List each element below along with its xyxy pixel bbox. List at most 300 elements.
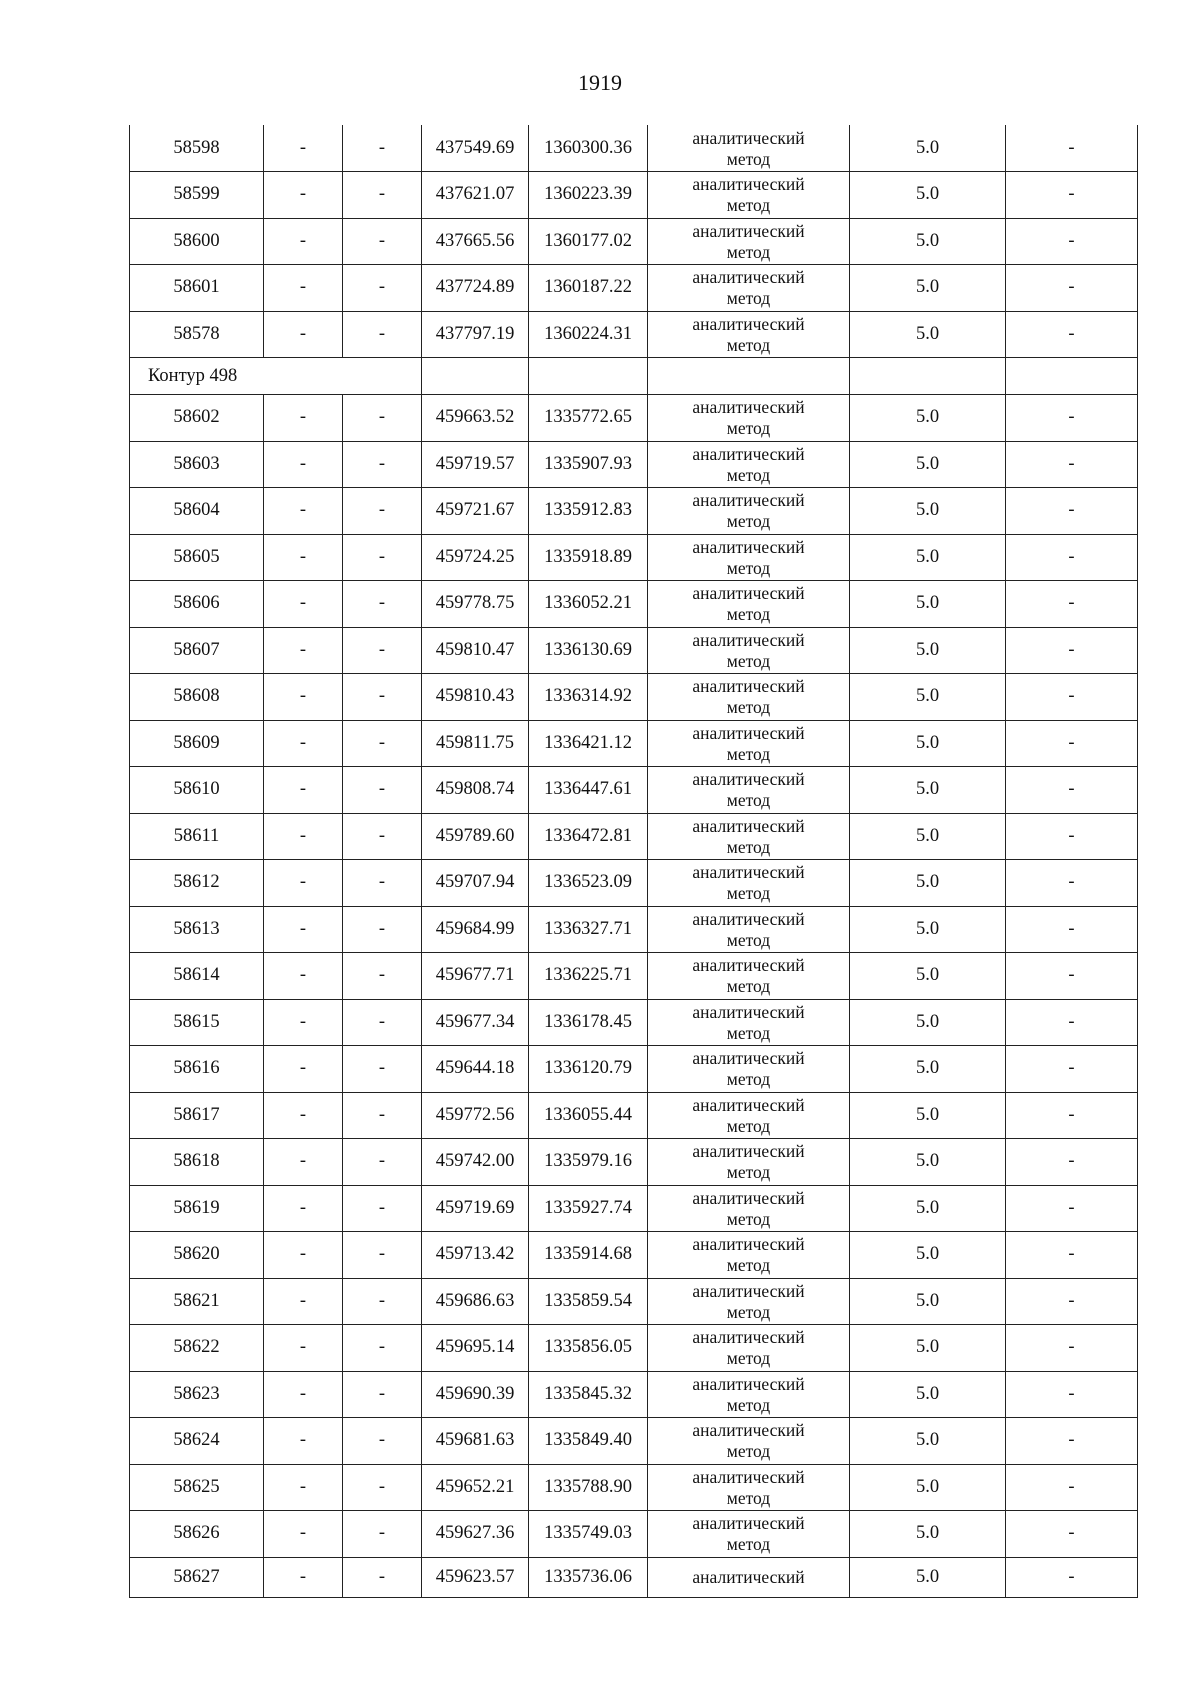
x-coordinate-cell: 459677.34 <box>422 999 529 1046</box>
method-line-2: метод <box>726 557 771 578</box>
method-line-2: метод <box>726 743 771 764</box>
accuracy-cell: 5.0 <box>850 813 1006 860</box>
point-id-cell: 58613 <box>130 906 264 953</box>
method-line-2: метод <box>726 1115 771 1136</box>
method-line-2: метод <box>726 1208 771 1229</box>
method-line-1: аналитический <box>692 490 805 511</box>
dash-cell: - <box>264 488 343 535</box>
accuracy-cell: 5.0 <box>850 265 1006 312</box>
method-line-2: метод <box>726 1394 771 1415</box>
table-body <box>130 125 1138 1597</box>
point-id-cell: 58627 <box>130 1557 264 1597</box>
note-cell: - <box>1006 1185 1138 1232</box>
dash-cell: - <box>264 1232 343 1279</box>
method-cell <box>648 953 850 1000</box>
accuracy-cell: 5.0 <box>850 218 1006 265</box>
point-id-cell: 58621 <box>130 1278 264 1325</box>
dash-cell: - <box>264 1278 343 1325</box>
method-line-2: метод <box>726 241 771 262</box>
table-row <box>130 720 1138 767</box>
coordinates-table <box>129 125 1138 1598</box>
x-coordinate-cell: 459811.75 <box>422 720 529 767</box>
point-id-cell: 58610 <box>130 767 264 814</box>
note-cell: - <box>1006 674 1138 721</box>
dash-cell: - <box>264 441 343 488</box>
dash-cell: - <box>343 767 422 814</box>
point-id-cell: 58625 <box>130 1464 264 1511</box>
table-row <box>130 860 1138 907</box>
method-line-1: аналитический <box>692 1280 805 1301</box>
dash-cell: - <box>264 265 343 312</box>
table-row <box>130 1185 1138 1232</box>
x-coordinate-cell: 459690.39 <box>422 1371 529 1418</box>
dash-cell: - <box>264 674 343 721</box>
table-row <box>130 1046 1138 1093</box>
method-line-1: аналитический <box>692 862 805 883</box>
method-line-1: аналитический <box>692 1327 805 1348</box>
point-id-cell: 58611 <box>130 813 264 860</box>
y-coordinate-cell: 1360224.31 <box>529 311 648 358</box>
method-cell <box>648 627 850 674</box>
y-coordinate-cell: 1336052.21 <box>529 581 648 628</box>
method-cell <box>648 1418 850 1465</box>
dash-cell: - <box>343 627 422 674</box>
note-cell: - <box>1006 1046 1138 1093</box>
method-line-2: метод <box>726 148 771 169</box>
contour-label: Контур 498 <box>130 358 422 395</box>
method-line-2: метод <box>726 929 771 950</box>
method-cell <box>648 1511 850 1558</box>
dash-cell: - <box>343 674 422 721</box>
accuracy-cell: 5.0 <box>850 441 1006 488</box>
dash-cell: - <box>343 1046 422 1093</box>
y-coordinate-cell: 1335912.83 <box>529 488 648 535</box>
method-line-2: метод <box>726 1441 771 1462</box>
dash-cell: - <box>264 1371 343 1418</box>
method-cell <box>648 1185 850 1232</box>
method-cell <box>648 1325 850 1372</box>
method-line-2: метод <box>726 604 771 625</box>
point-id-cell: 58609 <box>130 720 264 767</box>
method-line-1: аналитический <box>692 722 805 743</box>
method-line-1: аналитический <box>692 220 805 241</box>
method-line-2: метод <box>726 1487 771 1508</box>
point-id-cell: 58615 <box>130 999 264 1046</box>
table-row <box>130 1232 1138 1279</box>
dash-cell: - <box>264 534 343 581</box>
point-id-cell: 58614 <box>130 953 264 1000</box>
dash-cell: - <box>343 125 422 172</box>
x-coordinate-cell: 459810.43 <box>422 674 529 721</box>
dash-cell: - <box>264 1046 343 1093</box>
method-cell <box>648 813 850 860</box>
y-coordinate-cell: 1335907.93 <box>529 441 648 488</box>
table-row <box>130 534 1138 581</box>
accuracy-cell: 5.0 <box>850 1511 1006 1558</box>
method-cell <box>648 395 850 442</box>
x-coordinate-cell: 459789.60 <box>422 813 529 860</box>
table-row <box>130 813 1138 860</box>
method-line-2: метод <box>726 790 771 811</box>
point-id-cell: 58598 <box>130 125 264 172</box>
x-coordinate-cell: 459713.42 <box>422 1232 529 1279</box>
note-cell: - <box>1006 813 1138 860</box>
dash-cell: - <box>343 311 422 358</box>
empty-cell <box>648 358 850 395</box>
table-row <box>130 488 1138 535</box>
contour-header-row <box>130 358 1138 395</box>
dash-cell: - <box>264 627 343 674</box>
point-id-cell: 58620 <box>130 1232 264 1279</box>
x-coordinate-cell: 459684.99 <box>422 906 529 953</box>
dash-cell: - <box>343 999 422 1046</box>
empty-cell <box>422 358 529 395</box>
y-coordinate-cell: 1335856.05 <box>529 1325 648 1372</box>
table-row <box>130 1511 1138 1558</box>
method-line-2: метод <box>726 1534 771 1555</box>
accuracy-cell: 5.0 <box>850 311 1006 358</box>
method-line-1: аналитический <box>692 629 805 650</box>
dash-cell: - <box>264 1464 343 1511</box>
method-cell <box>648 581 850 628</box>
dash-cell: - <box>264 1185 343 1232</box>
table-row <box>130 125 1138 172</box>
accuracy-cell: 5.0 <box>850 906 1006 953</box>
dash-cell: - <box>264 125 343 172</box>
y-coordinate-cell: 1335736.06 <box>529 1557 648 1597</box>
dash-cell: - <box>264 218 343 265</box>
point-id-cell: 58605 <box>130 534 264 581</box>
table-row <box>130 953 1138 1000</box>
point-id-cell: 58624 <box>130 1418 264 1465</box>
note-cell: - <box>1006 1464 1138 1511</box>
table-row <box>130 172 1138 219</box>
point-id-cell: 58623 <box>130 1371 264 1418</box>
method-line-2: метод <box>726 195 771 216</box>
y-coordinate-cell: 1360300.36 <box>529 125 648 172</box>
method-line-1: аналитический <box>692 536 805 557</box>
method-line-1: аналитический <box>692 1420 805 1441</box>
y-coordinate-cell: 1336472.81 <box>529 813 648 860</box>
method-line-2: метод <box>726 1348 771 1369</box>
table-row <box>130 1092 1138 1139</box>
dash-cell: - <box>343 265 422 312</box>
method-cell <box>648 1046 850 1093</box>
note-cell: - <box>1006 906 1138 953</box>
method-line-1: аналитический <box>692 769 805 790</box>
dash-cell: - <box>264 1325 343 1372</box>
dash-cell: - <box>343 1557 422 1597</box>
method-cell <box>648 1278 850 1325</box>
dash-cell: - <box>343 1511 422 1558</box>
method-line-1: аналитический <box>692 1567 805 1587</box>
y-coordinate-cell: 1336447.61 <box>529 767 648 814</box>
method-line-2: метод <box>726 1069 771 1090</box>
accuracy-cell: 5.0 <box>850 125 1006 172</box>
y-coordinate-cell: 1336327.71 <box>529 906 648 953</box>
x-coordinate-cell: 459719.69 <box>422 1185 529 1232</box>
y-coordinate-cell: 1360187.22 <box>529 265 648 312</box>
y-coordinate-cell: 1335772.65 <box>529 395 648 442</box>
y-coordinate-cell: 1335927.74 <box>529 1185 648 1232</box>
dash-cell: - <box>343 1092 422 1139</box>
method-cell <box>648 906 850 953</box>
method-line-1: аналитический <box>692 815 805 836</box>
point-id-cell: 58619 <box>130 1185 264 1232</box>
method-line-1: аналитический <box>692 955 805 976</box>
y-coordinate-cell: 1336225.71 <box>529 953 648 1000</box>
method-line-1: аналитический <box>692 1187 805 1208</box>
dash-cell: - <box>343 534 422 581</box>
point-id-cell: 58602 <box>130 395 264 442</box>
x-coordinate-cell: 437665.56 <box>422 218 529 265</box>
table-row <box>130 311 1138 358</box>
method-cell <box>648 1557 850 1597</box>
note-cell: - <box>1006 1557 1138 1597</box>
point-id-cell: 58599 <box>130 172 264 219</box>
dash-cell: - <box>343 720 422 767</box>
x-coordinate-cell: 459644.18 <box>422 1046 529 1093</box>
note-cell: - <box>1006 265 1138 312</box>
x-coordinate-cell: 459677.71 <box>422 953 529 1000</box>
method-line-2: метод <box>726 511 771 532</box>
x-coordinate-cell: 459808.74 <box>422 767 529 814</box>
dash-cell: - <box>343 1278 422 1325</box>
dash-cell: - <box>343 1464 422 1511</box>
point-id-cell: 58603 <box>130 441 264 488</box>
accuracy-cell: 5.0 <box>850 1092 1006 1139</box>
table-row <box>130 581 1138 628</box>
dash-cell: - <box>264 1557 343 1597</box>
accuracy-cell: 5.0 <box>850 488 1006 535</box>
table-row <box>130 218 1138 265</box>
x-coordinate-cell: 459810.47 <box>422 627 529 674</box>
table-row <box>130 1278 1138 1325</box>
point-id-cell: 58607 <box>130 627 264 674</box>
method-line-1: аналитический <box>692 1001 805 1022</box>
x-coordinate-cell: 459778.75 <box>422 581 529 628</box>
y-coordinate-cell: 1336120.79 <box>529 1046 648 1093</box>
y-coordinate-cell: 1335979.16 <box>529 1139 648 1186</box>
note-cell: - <box>1006 860 1138 907</box>
dash-cell: - <box>343 906 422 953</box>
method-line-1: аналитический <box>692 1513 805 1534</box>
accuracy-cell: 5.0 <box>850 627 1006 674</box>
dash-cell: - <box>343 1139 422 1186</box>
note-cell: - <box>1006 1511 1138 1558</box>
method-cell <box>648 860 850 907</box>
method-line-1: аналитический <box>692 583 805 604</box>
method-cell <box>648 674 850 721</box>
note-cell: - <box>1006 125 1138 172</box>
x-coordinate-cell: 459627.36 <box>422 1511 529 1558</box>
table-row <box>130 767 1138 814</box>
x-coordinate-cell: 459707.94 <box>422 860 529 907</box>
table-row <box>130 1325 1138 1372</box>
accuracy-cell: 5.0 <box>850 999 1006 1046</box>
page-number: 1919 <box>578 70 622 95</box>
dash-cell: - <box>264 1418 343 1465</box>
dash-cell: - <box>343 1418 422 1465</box>
empty-cell <box>1006 358 1138 395</box>
accuracy-cell: 5.0 <box>850 674 1006 721</box>
method-line-1: аналитический <box>692 676 805 697</box>
accuracy-cell: 5.0 <box>850 1371 1006 1418</box>
accuracy-cell: 5.0 <box>850 581 1006 628</box>
method-line-1: аналитический <box>692 1234 805 1255</box>
table-row <box>130 999 1138 1046</box>
dash-cell: - <box>264 720 343 767</box>
method-line-2: метод <box>726 883 771 904</box>
accuracy-cell: 5.0 <box>850 1278 1006 1325</box>
accuracy-cell: 5.0 <box>850 720 1006 767</box>
dash-cell: - <box>343 1325 422 1372</box>
y-coordinate-cell: 1335914.68 <box>529 1232 648 1279</box>
dash-cell: - <box>264 311 343 358</box>
dash-cell: - <box>264 395 343 442</box>
point-id-cell: 58618 <box>130 1139 264 1186</box>
point-id-cell: 58604 <box>130 488 264 535</box>
dash-cell: - <box>264 581 343 628</box>
accuracy-cell: 5.0 <box>850 953 1006 1000</box>
dash-cell: - <box>343 395 422 442</box>
note-cell: - <box>1006 441 1138 488</box>
method-line-1: аналитический <box>692 397 805 418</box>
dash-cell: - <box>343 218 422 265</box>
x-coordinate-cell: 459681.63 <box>422 1418 529 1465</box>
table-row <box>130 1557 1138 1597</box>
x-coordinate-cell: 459772.56 <box>422 1092 529 1139</box>
y-coordinate-cell: 1336421.12 <box>529 720 648 767</box>
dash-cell: - <box>343 860 422 907</box>
y-coordinate-cell: 1336178.45 <box>529 999 648 1046</box>
note-cell: - <box>1006 488 1138 535</box>
x-coordinate-cell: 459623.57 <box>422 1557 529 1597</box>
accuracy-cell: 5.0 <box>850 172 1006 219</box>
method-line-1: аналитический <box>692 267 805 288</box>
note-cell: - <box>1006 767 1138 814</box>
accuracy-cell: 5.0 <box>850 1464 1006 1511</box>
table-row <box>130 1464 1138 1511</box>
point-id-cell: 58606 <box>130 581 264 628</box>
point-id-cell: 58608 <box>130 674 264 721</box>
dash-cell: - <box>264 813 343 860</box>
y-coordinate-cell: 1336523.09 <box>529 860 648 907</box>
dash-cell: - <box>343 1185 422 1232</box>
method-cell <box>648 767 850 814</box>
dash-cell: - <box>343 488 422 535</box>
dash-cell: - <box>343 1371 422 1418</box>
note-cell: - <box>1006 1325 1138 1372</box>
dash-cell: - <box>264 1139 343 1186</box>
x-coordinate-cell: 459686.63 <box>422 1278 529 1325</box>
method-line-2: метод <box>726 1301 771 1322</box>
method-cell <box>648 1464 850 1511</box>
table-row <box>130 1418 1138 1465</box>
method-cell <box>648 1092 850 1139</box>
method-line-1: аналитический <box>692 313 805 334</box>
method-cell <box>648 265 850 312</box>
y-coordinate-cell: 1335918.89 <box>529 534 648 581</box>
dash-cell: - <box>343 441 422 488</box>
point-id-cell: 58616 <box>130 1046 264 1093</box>
method-cell <box>648 311 850 358</box>
method-cell <box>648 218 850 265</box>
note-cell: - <box>1006 1232 1138 1279</box>
method-line-1: аналитический <box>692 1048 805 1069</box>
x-coordinate-cell: 437549.69 <box>422 125 529 172</box>
y-coordinate-cell: 1335749.03 <box>529 1511 648 1558</box>
note-cell: - <box>1006 627 1138 674</box>
x-coordinate-cell: 459663.52 <box>422 395 529 442</box>
method-cell <box>648 441 850 488</box>
method-cell <box>648 534 850 581</box>
x-coordinate-cell: 459695.14 <box>422 1325 529 1372</box>
dash-cell: - <box>264 767 343 814</box>
table-row <box>130 265 1138 312</box>
point-id-cell: 58601 <box>130 265 264 312</box>
method-line-2: метод <box>726 1255 771 1276</box>
method-line-2: метод <box>726 334 771 355</box>
point-id-cell: 58600 <box>130 218 264 265</box>
table-row <box>130 395 1138 442</box>
method-cell <box>648 1232 850 1279</box>
table-row <box>130 1139 1138 1186</box>
dash-cell: - <box>343 953 422 1000</box>
note-cell: - <box>1006 1278 1138 1325</box>
method-line-2: метод <box>726 650 771 671</box>
method-line-1: аналитический <box>692 443 805 464</box>
method-cell <box>648 1139 850 1186</box>
accuracy-cell: 5.0 <box>850 860 1006 907</box>
x-coordinate-cell: 459652.21 <box>422 1464 529 1511</box>
note-cell: - <box>1006 1139 1138 1186</box>
method-line-1: аналитический <box>692 174 805 195</box>
y-coordinate-cell: 1336130.69 <box>529 627 648 674</box>
method-cell <box>648 172 850 219</box>
table-row <box>130 674 1138 721</box>
note-cell: - <box>1006 534 1138 581</box>
y-coordinate-cell: 1335845.32 <box>529 1371 648 1418</box>
accuracy-cell: 5.0 <box>850 1139 1006 1186</box>
empty-cell <box>529 358 648 395</box>
accuracy-cell: 5.0 <box>850 767 1006 814</box>
table-row <box>130 441 1138 488</box>
note-cell: - <box>1006 395 1138 442</box>
dash-cell: - <box>264 172 343 219</box>
method-line-2: метод <box>726 1022 771 1043</box>
note-cell: - <box>1006 218 1138 265</box>
x-coordinate-cell: 437724.89 <box>422 265 529 312</box>
method-line-2: метод <box>726 1162 771 1183</box>
y-coordinate-cell: 1360223.39 <box>529 172 648 219</box>
accuracy-cell: 5.0 <box>850 1557 1006 1597</box>
x-coordinate-cell: 459724.25 <box>422 534 529 581</box>
dash-cell: - <box>343 813 422 860</box>
point-id-cell: 58622 <box>130 1325 264 1372</box>
x-coordinate-cell: 459719.57 <box>422 441 529 488</box>
dash-cell: - <box>264 1511 343 1558</box>
method-cell <box>648 999 850 1046</box>
point-id-cell: 58612 <box>130 860 264 907</box>
method-cell <box>648 125 850 172</box>
accuracy-cell: 5.0 <box>850 534 1006 581</box>
dash-cell: - <box>343 172 422 219</box>
dash-cell: - <box>264 906 343 953</box>
method-line-1: аналитический <box>692 1141 805 1162</box>
method-line-2: метод <box>726 976 771 997</box>
table-row <box>130 627 1138 674</box>
